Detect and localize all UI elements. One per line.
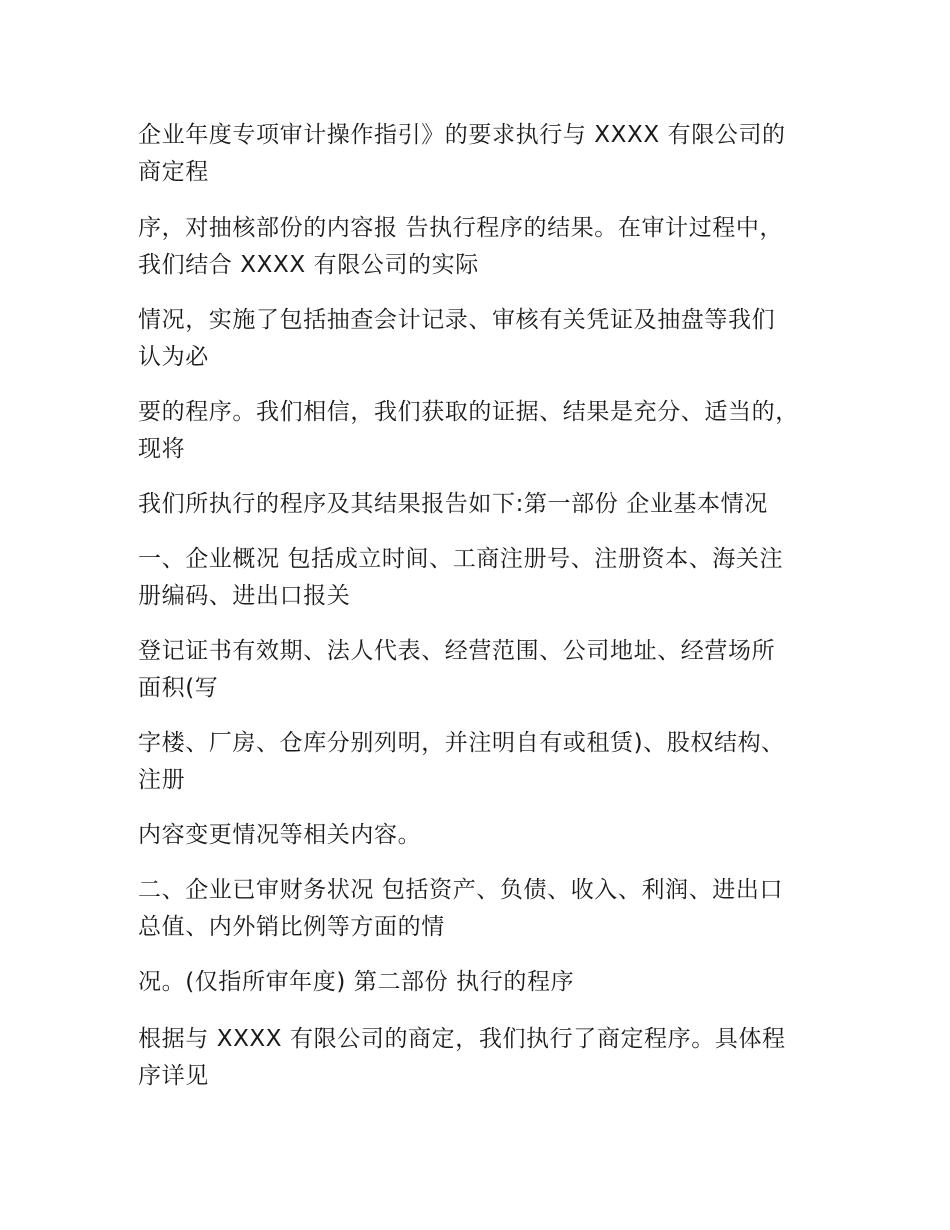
paragraph-line: 我们结合 XXXX 有限公司的实际: [138, 252, 479, 278]
paragraph-line: 情况，实施了包括抽查会计记录、审核有关凭证及抽盘等我们: [138, 307, 776, 333]
paragraph-line: 总值、内外销比例等方面的情: [138, 914, 445, 940]
paragraph-line: 我们所执行的程序及其结果报告如下:第一部份 企业基本情况: [138, 491, 768, 517]
paragraph-9: [138, 817, 828, 854]
paragraph-line: 序详见: [138, 1063, 209, 1089]
paragraph-12: [138, 1021, 828, 1095]
paragraph-11: [138, 964, 828, 1001]
paragraph-line: 登记证书有效期、法人代表、经营范围、公司地址、经营场所: [138, 638, 776, 664]
paragraph-line: 注册: [138, 767, 186, 793]
paragraph-7: [138, 633, 828, 707]
paragraph-line: 企业年度专项审计操作指引》的要求执行与 XXXX 有限公司的: [138, 122, 786, 148]
paragraph-line: 二、企业已审财务状况 包括资产、负债、收入、利润、进出口: [138, 877, 784, 903]
paragraph-5: [138, 486, 828, 523]
paragraph-line: 要的程序。我们相信，我们获取的证据、结果是充分、适当的，: [138, 399, 799, 425]
paragraph-8: [138, 725, 828, 799]
paragraph-line: 字楼、厂房、仓库分别列明，并注明自有或租赁)、股权结构、: [138, 730, 785, 756]
paragraph-line: 面积(写: [138, 675, 219, 701]
paragraph-line: 内容变更情况等相关内容。: [138, 822, 422, 848]
paragraph-line: 根据与 XXXX 有限公司的商定，我们执行了商定程序。具体程: [138, 1026, 786, 1052]
paragraph-1: [138, 117, 828, 191]
paragraph-4: [138, 394, 828, 468]
paragraph-line: 认为必: [138, 344, 209, 370]
paragraph-3: [138, 302, 828, 376]
paragraph-line: 现将: [138, 436, 186, 462]
paragraph-line: 册编码、进出口报关: [138, 583, 351, 609]
paragraph-line: 况。(仅指所审年度) 第二部份 执行的程序: [138, 969, 575, 995]
paragraph-line: 序，对抽核部份的内容报 告执行程序的结果。在审计过程中，: [138, 215, 784, 241]
paragraph-line: 商定程: [138, 159, 209, 185]
paragraph-line: 一、企业概况 包括成立时间、工商注册号、注册资本、海关注: [138, 546, 784, 572]
paragraph-2: [138, 210, 828, 284]
paragraph-6: [138, 541, 828, 615]
paragraph-10: [138, 872, 828, 946]
